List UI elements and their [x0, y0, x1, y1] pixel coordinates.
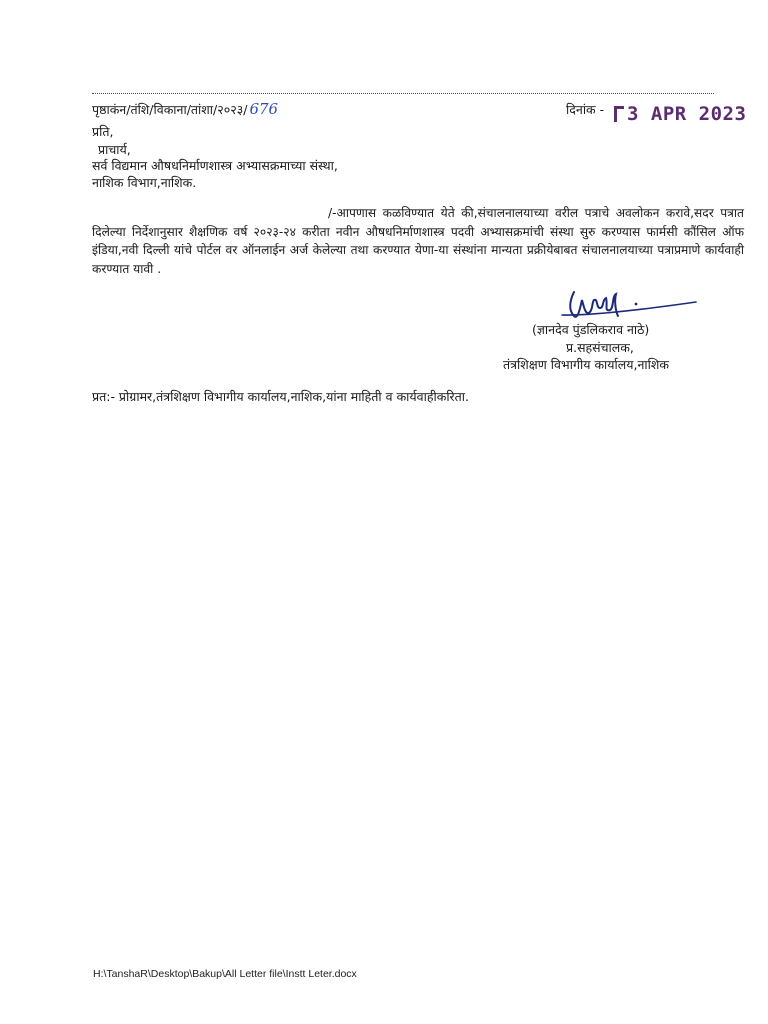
date-stamp-text: 3 APR 2023 [627, 103, 747, 125]
address-division: नाशिक विभाग,नाशिक. [92, 175, 197, 190]
letter-body-text: /-आपणास कळविण्यात येते की,संचालनालयाच्या वरील पत्राचे अवलोकन करावे,सदर पत्रात दिलेल्या निर्देशानुसार शैक्षणिक वर्ष २०२३-२४ करीता नवीन औषधनिर्माणशास्त्र पदवी अभ्यासक्रमांची संस्था सुरु करण्यास फार्मसी कौंसिल ऑफ इंडिया,नवी दिल्ली यांचे पोर्टल वर ऑनलाईन अर्ज केलेल्या तथा करण्यात येणा-या संस्थांना मान्यता प्रक्रीयेबाबत संचालनालयाच्या पत्राप्रमाणे कार्यवाही करण्यात यावी . [92, 206, 744, 276]
signatory-designation: प्र.सहसंचालक, [566, 340, 634, 355]
address-to: प्रति, [92, 124, 114, 139]
signatory-office: तंत्रशिक्षण विभागीय कार्यालय,नाशिक [503, 357, 669, 372]
signatory-name: (ज्ञानदेव पुंडलिकराव नाठे) [532, 322, 650, 337]
header-dotted-rule [92, 93, 714, 94]
address-institutions: सर्व विद्यमान औषधनिर्माणशास्त्र अभ्यासक्रमाच्या संस्था, [92, 158, 338, 173]
reference-handwritten-number: 676 [249, 100, 279, 118]
footer-file-path: H:\TanshaR\Desktop\Bakup\All Letter file\Instt Leter.docx [93, 968, 357, 980]
stamp-mark-icon [614, 106, 624, 122]
signature-image [560, 282, 700, 326]
date-stamp [614, 103, 746, 125]
letter-body [92, 204, 744, 278]
reference-prefix: पृष्ठाकंन/तंशि/विकाना/तांशा/२०२३/ [92, 102, 248, 117]
reference-number [92, 100, 278, 118]
date-label: दिनांक - [566, 102, 605, 117]
address-recipient: प्राचार्य, [98, 142, 131, 157]
copy-to-line: प्रत:- प्रोग्रामर,तंत्रशिक्षण विभागीय कार्यालय,नाशिक,यांना माहिती व कार्यवाहीकरिता. [92, 389, 470, 404]
